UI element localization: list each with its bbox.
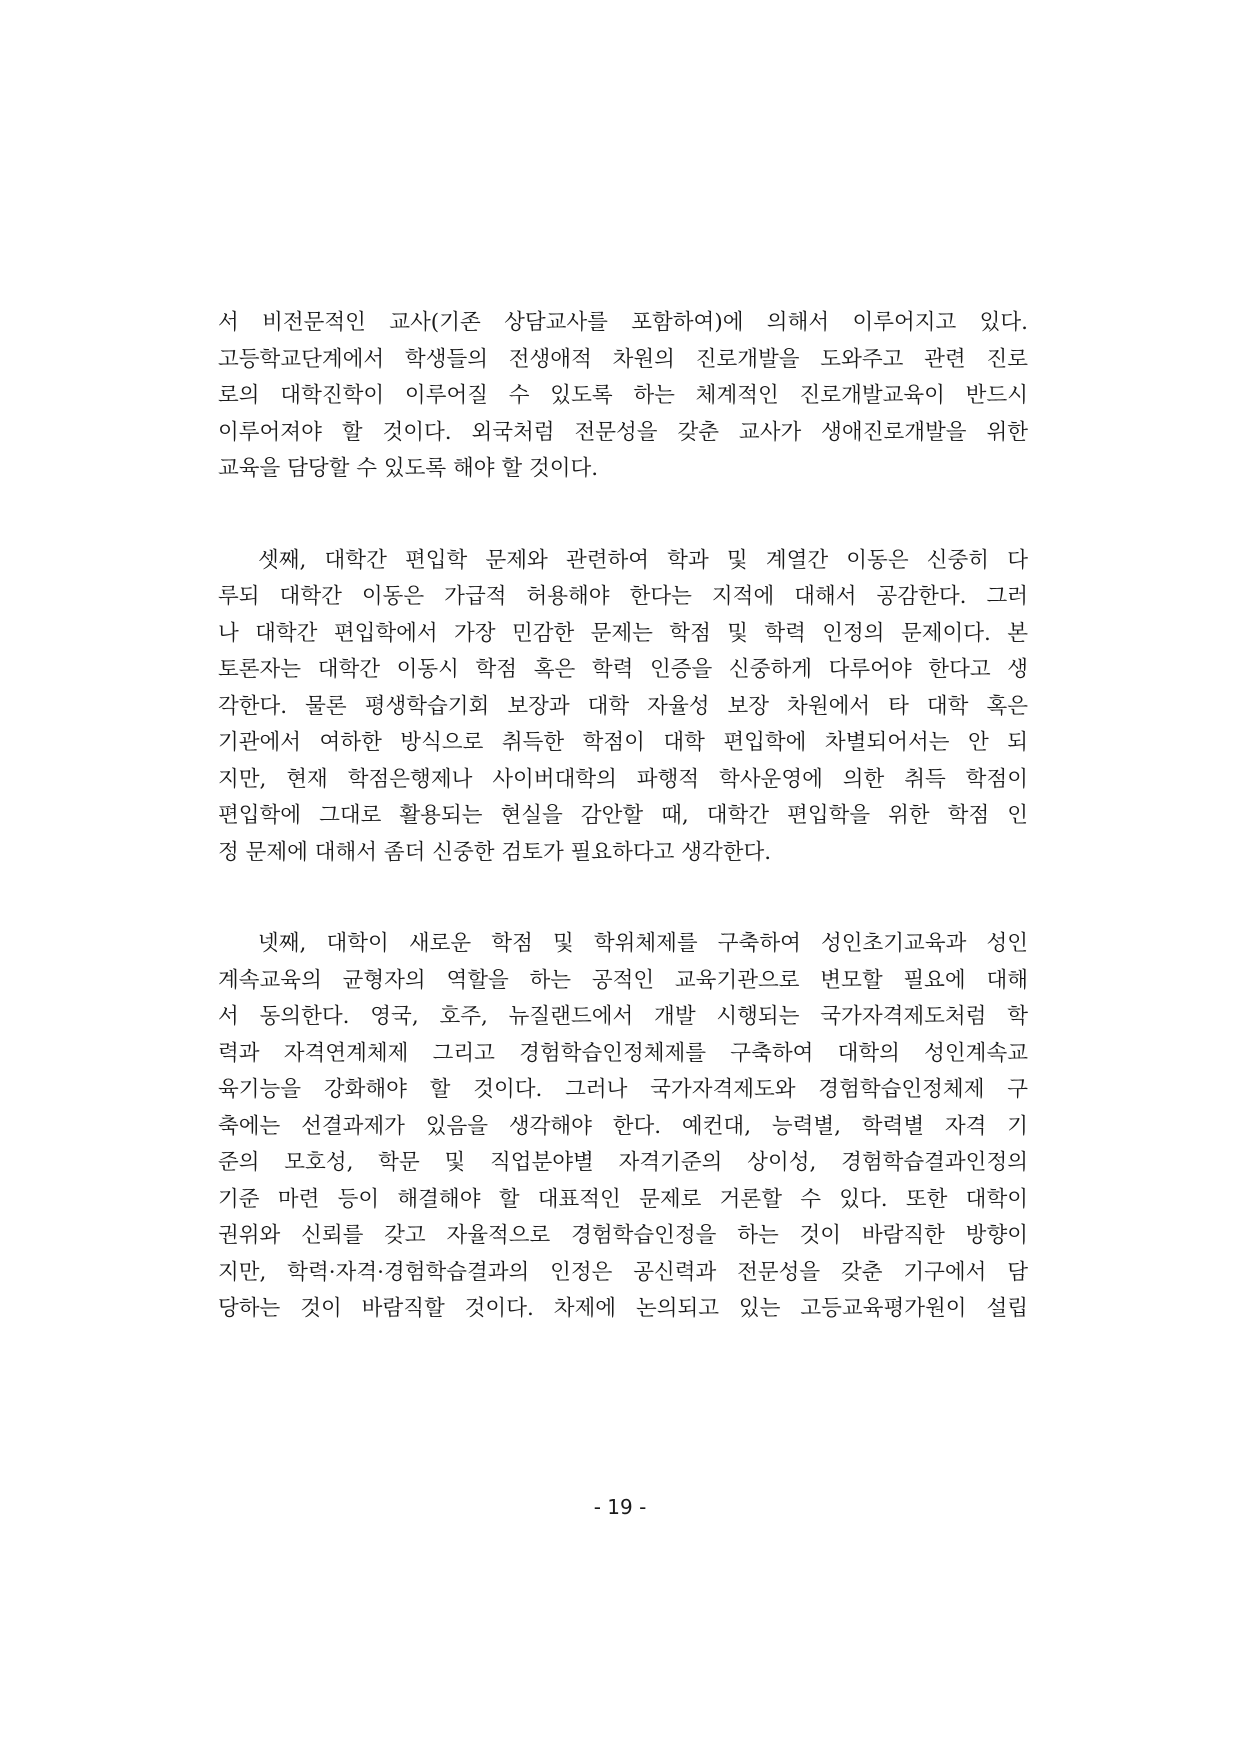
text-line: 각한다. 물론 평생학습기회 보장과 대학 자율성 보장 차원에서 타 대학 혹은 xyxy=(218,693,1028,719)
text-line: 계속교육의 균형자의 역할을 하는 공적인 교육기관으로 변모할 필요에 대해 xyxy=(218,967,1028,993)
paragraph-gap xyxy=(218,488,1028,543)
paragraph-gap xyxy=(218,871,1028,926)
text-line: 이루어져야 할 것이다. 외국처럼 전문성을 갖춘 교사가 생애진로개발을 위한 xyxy=(218,419,1028,445)
text-line: 편입학에 그대로 활용되는 현실을 감안할 때, 대학간 편입학을 위한 학점 인 xyxy=(218,803,1028,828)
text-line: 로의 대학진학이 이루어질 수 있도록 하는 체계적인 진로개발교육이 반드시 xyxy=(218,383,1028,408)
text-line: 지만, 현재 학점은행제나 사이버대학의 파행적 학사운영에 의한 취득 학점이 xyxy=(218,766,1028,792)
text-line: 토론자는 대학간 이동시 학점 혹은 학력 인증을 신중하게 다루어야 한다고 생 xyxy=(218,657,1028,682)
text-line: 기준 마련 등이 해결해야 할 대표적인 문제로 거론할 수 있다. 또한 대학이 xyxy=(218,1186,1028,1212)
paragraph-2 xyxy=(218,543,1028,872)
text-line: 서 동의한다. 영국, 호주, 뉴질랜드에서 개발 시행되는 국가자격제도처럼 학 xyxy=(218,1004,1028,1029)
text-line: 나 대학간 편입학에서 가장 민감한 문제는 학점 및 학력 인정의 문제이다. 본 xyxy=(218,620,1028,646)
text-line: 축에는 선결과제가 있음을 생각해야 한다. 예컨대, 능력별, 학력별 자격 기 xyxy=(218,1113,1028,1139)
text-line: 교육을 담당할 수 있도록 해야 할 것이다. xyxy=(218,456,599,481)
text-line: 넷째, 대학이 새로운 학점 및 학위체제를 구축하여 성인초기교육과 성인 xyxy=(258,931,1028,956)
text-line: 고등학교단계에서 학생들의 전생애적 차원의 진로개발을 도와주고 관련 진로 xyxy=(218,346,1028,372)
paragraph-3 xyxy=(218,926,1028,1328)
text-line: 루되 대학간 이동은 가급적 허용해야 한다는 지적에 대해서 공감한다. 그러 xyxy=(218,584,1028,609)
text-line: 기관에서 여하한 방식으로 취득한 학점이 대학 편입학에 차별되어서는 안 되 xyxy=(218,730,1028,755)
text-line: 육기능을 강화해야 할 것이다. 그러나 국가자격제도와 경험학습인정체제 구 xyxy=(218,1077,1028,1102)
text-line: 서 비전문적인 교사(기존 상담교사를 포함하여)에 의해서 이루어지고 있다. xyxy=(218,310,1028,335)
body-text xyxy=(218,305,1028,1328)
paragraph-1 xyxy=(218,305,1028,488)
text-line: 력과 자격연계체제 그리고 경험학습인정체제를 구축하여 대학의 성인계속교 xyxy=(218,1040,1028,1066)
page-number: - 19 - xyxy=(593,1495,647,1519)
text-line: 당하는 것이 바람직할 것이다. 차제에 논의되고 있는 고등교육평가원이 설립 xyxy=(218,1296,1028,1321)
text-line: 셋째, 대학간 편입학 문제와 관련하여 학과 및 계열간 이동은 신중히 다 xyxy=(258,547,1028,573)
text-line: 지만, 학력·자격·경험학습결과의 인정은 공신력과 전문성을 갖춘 기구에서 담 xyxy=(218,1259,1028,1285)
text-line: 준의 모호성, 학문 및 직업분야별 자격기준의 상이성, 경험학습결과인정의 xyxy=(218,1150,1028,1175)
text-line: 정 문제에 대해서 좀더 신중한 검토가 필요하다고 생각한다. xyxy=(218,839,772,865)
text-line: 권위와 신뢰를 갖고 자율적으로 경험학습인정을 하는 것이 바람직한 방향이 xyxy=(218,1223,1028,1248)
